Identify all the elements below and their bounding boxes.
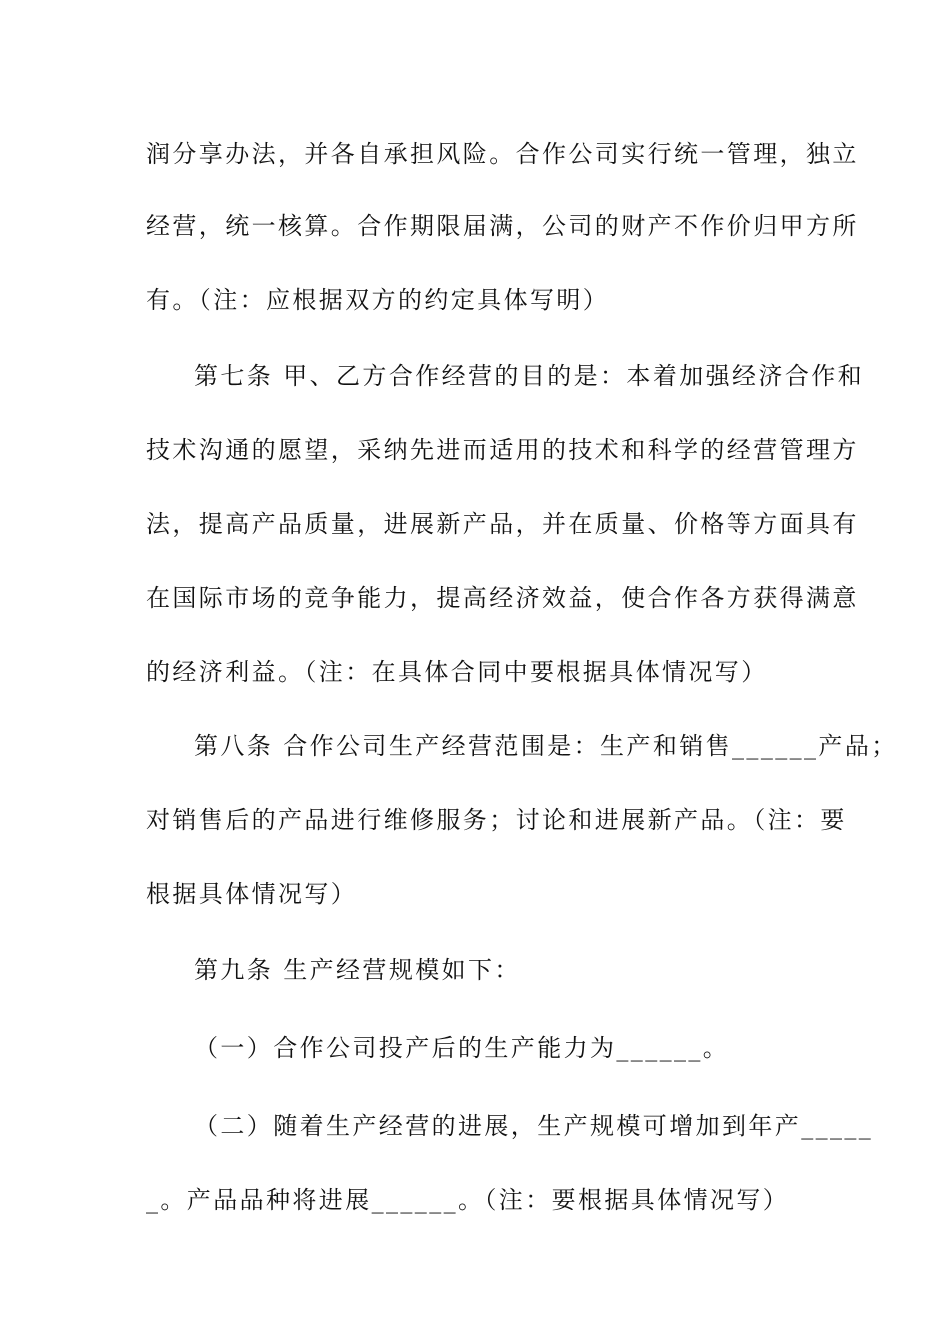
paragraph-line: 有。（注：应根据双方的约定具体写明）: [146, 286, 610, 314]
paragraph-line: 技术沟通的愿望，采纳先进而适用的技术和科学的经营管理方: [146, 436, 859, 464]
paragraph-line: 法，提高产品质量，进展新产品，并在质量、价格等方面具有: [146, 510, 859, 538]
paragraph-line: 根据具体情况写）: [146, 880, 358, 908]
paragraph-line: 经营，统一核算。合作期限届满，公司的财产不作价归甲方所: [146, 212, 859, 240]
article-8-line: 第八条 合作公司生产经营范围是：生产和销售______产品；: [194, 732, 898, 760]
paragraph-line: _。产品品种将进展______。（注：要根据具体情况写）: [146, 1186, 790, 1214]
list-item-2: （二）随着生产经营的进展，生产规模可增加到年产_____: [194, 1112, 874, 1140]
paragraph-line: 的经济利益。（注：在具体合同中要根据具体情况写）: [146, 658, 768, 686]
paragraph-line: 润分享办法，并各自承担风险。合作公司实行统一管理，独立: [146, 140, 859, 168]
paragraph-line: 对销售后的产品进行维修服务；讨论和进展新产品。（注：要: [146, 806, 847, 834]
paragraph-line: 在国际市场的竞争能力，提高经济效益，使合作各方获得满意: [146, 584, 859, 612]
list-item-1: （一）合作公司投产后的生产能力为______。: [194, 1034, 730, 1062]
article-9-line: 第九条 生产经营规模如下：: [194, 956, 521, 984]
article-7-line: 第七条 甲、乙方合作经营的目的是：本着加强经济合作和: [194, 362, 865, 390]
